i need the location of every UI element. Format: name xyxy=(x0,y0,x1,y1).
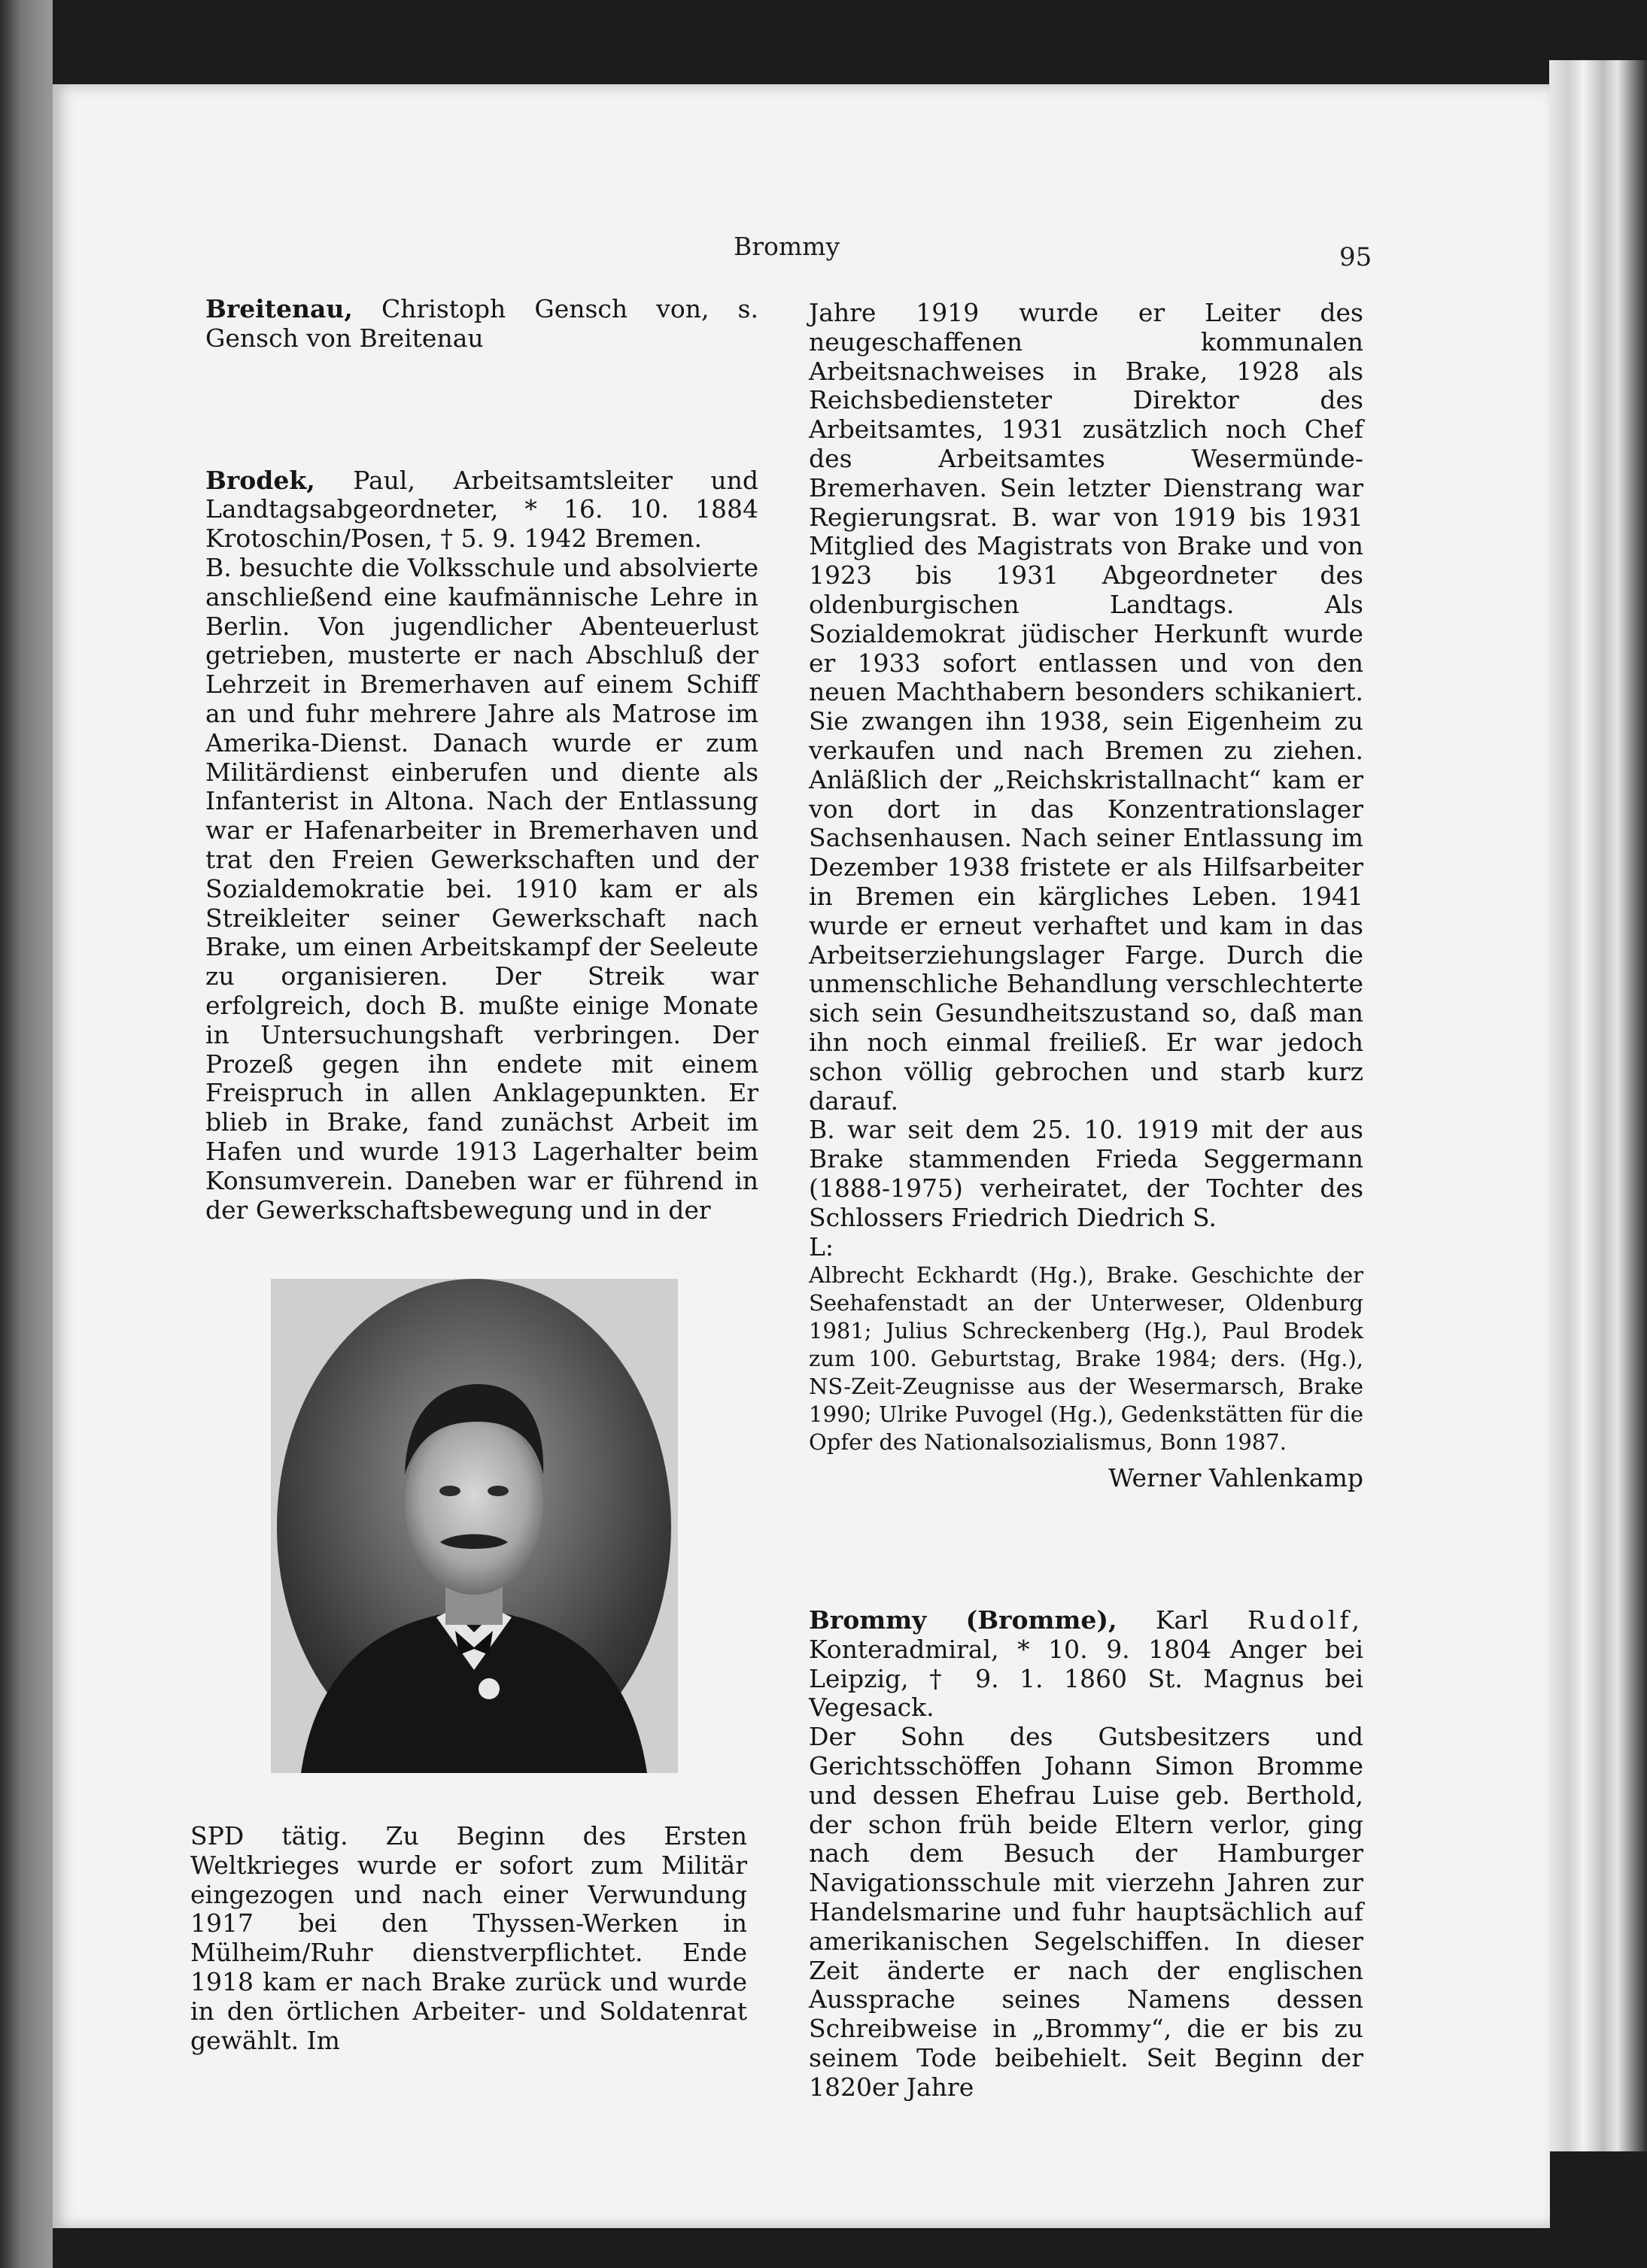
left-column-top xyxy=(205,295,758,1225)
literature-label: L: xyxy=(809,1231,834,1262)
entry-text: Christoph Gensch von, s. Gensch von Breitenau xyxy=(205,294,758,353)
entry-body: SPD tätig. Zu Beginn des Ersten Weltkrieges wurde er sofort zum Militär eingezogen und nach einer Verwundung 1917 bei den Thyssen-Werken in Mülheim/Ruhr dienstverpflichtet. Ende 1918 kam er nach Brake zurück und wurde in den örtlichen Arbeiter- und Soldatenrat gewählt. Im xyxy=(190,1821,747,2055)
entry-body: B. war seit dem 25. 10. 1919 mit der aus Brake stammenden Frieda Seggermann (1888-1975) verheiratet, der Tochter des Schlossers Friedrich Diedrich S. xyxy=(809,1115,1363,1232)
author-signature: Werner Vahlenkamp xyxy=(1108,1463,1363,1493)
entry-name: Breitenau, xyxy=(205,294,353,323)
running-header: Brommy xyxy=(734,232,840,261)
book-page-edges xyxy=(1549,60,1647,2151)
entry-body: Der Sohn des Gutsbesitzers und Gerichtsschöffen Johann Simon Bromme und dessen Ehefrau Luise geb. Berthold, der schon früh beide Eltern verlor, ging nach dem Besuch der Hamburger Navigationsschule mit vierzehn Jahren zur Handelsmarine und fuhr hauptsächlich auf amerikanischen Segelschiffen. In dieser Zeit änderte er nach der englischen Aussprache seines Namens dessen Schreibweise in „Brommy“, die er bis zu seinem Tode beibehielt. Seit Beginn der 1820er Jahre xyxy=(809,1722,1363,2102)
entry-brommy-intro xyxy=(809,1606,1363,1723)
left-column-bottom xyxy=(190,1822,747,2055)
entry-body: Jahre 1919 wurde er Leiter des neugeschaffenen kommunalen Arbeitsnachweises in Brake, 1928 als Reichsbediensteter Direktor des Arbeitsamtes, 1931 zusätzlich noch Chef des Arbeitsamtes Wesermünde-Bremerhaven. Sein letzter Dienstrang war Regierungsrat. B. war von 1919 bis 1931 Mitglied des Magistrats von Brake und von 1923 bis 1931 Abgeordneter des oldenburgischen Landtags. Als Sozialdemokrat jüdischer Herkunft wurde er 1933 sofort entlassen und von den neuen Machthabern besonders schikaniert. Sie zwangen ihn 1938, sein Eigenheim zu verkaufen und nach Bremen zu ziehen. Anläßlich der „Reichskristallnacht“ kam er von dort in das Konzentrationslager Sachsenhausen. Nach seiner Entlassung im Dezember 1938 fristete er als Hilfsarbeiter in Bremen ein kärgliches Leben. 1941 wurde er erneut verhaftet und kam in das Arbeitserziehungslager Farge. Durch die unmenschliche Behandlung verschlechterte sich sein Gesundheitszustand so, daß man ihn noch einmal freiließ. Er war jedoch schon völlig gebrochen und starb kurz darauf. xyxy=(809,298,1363,1116)
portrait-photo xyxy=(271,1279,678,1773)
portrait-image xyxy=(271,1279,678,1773)
page-number: 95 xyxy=(1339,242,1372,272)
entry-name: Brommy (Bromme), xyxy=(809,1605,1117,1635)
right-column xyxy=(809,299,1363,2103)
literature-list: Albrecht Eckhardt (Hg.), Brake. Geschichte der Seehafenstadt an der Unterweser, Oldenburg 1981; Julius Schreckenberg (Hg.), Paul Brodek zum 100. Geburtstag, Brake 1984; ders. (Hg.), NS-Zeit-Zeugnisse aus der Wesermarsch, Brake 1990; Ulrike Puvogel (Hg.), Gedenkstätten für die Opfer des Nationalsozialismus, Bonn 1987. xyxy=(809,1262,1363,1456)
entry-spaced-name: Rudolf, xyxy=(1247,1605,1364,1635)
entry-intro: Konteradmiral, * 10. 9. 1804 Anger bei Leipzig, † 9. 1. 1860 St. Magnus bei Vegesack. xyxy=(809,1634,1363,1723)
entry-body: B. besuchte die Volksschule und absolvierte anschließend eine kaufmännische Lehre in Berlin. Von jugendlicher Abenteuerlust getrieben, musterte er nach Abschluß der Lehrzeit in Bremerhaven auf einem Schiff an und fuhr mehrere Jahre als Matrose im Amerika-Dienst. Danach wurde er zum Militärdienst einberufen und diente als Infanterist in Altona. Nach der Entlassung war er Hafenarbeiter in Bremerhaven und trat den Freien Gewerkschaften und der Sozialdemokratie bei. 1910 kam er als Streikleiter seiner Gewerkschaft nach Brake, um einen Arbeitskampf der Seeleute zu organisieren. Der Streik war erfolgreich, doch B. mußte einige Monate in Untersuchungshaft verbringen. Der Prozeß gegen ihn endete mit einem Freispruch in allen Anklagepunkten. Er blieb in Brake, fand zunächst Arbeit im Hafen und wurde 1913 Lagerhalter beim Konsumverein. Daneben war er führend in der Gewerkschaftsbewegung und in der xyxy=(205,552,759,1225)
entry-name: Brodek, xyxy=(205,465,315,495)
book-left-page-edge xyxy=(0,0,53,2268)
entry-breitenau xyxy=(205,295,758,354)
entry-intro: Paul, Arbeitsamtsleiter und Landtagsabgeordneter, * 16. 10. 1884 Krotoschin/Posen, † 5. 9. 1942 Bremen. xyxy=(205,465,758,554)
entry-brodek-intro xyxy=(205,466,758,554)
entry-given-name: Karl xyxy=(1155,1605,1209,1635)
